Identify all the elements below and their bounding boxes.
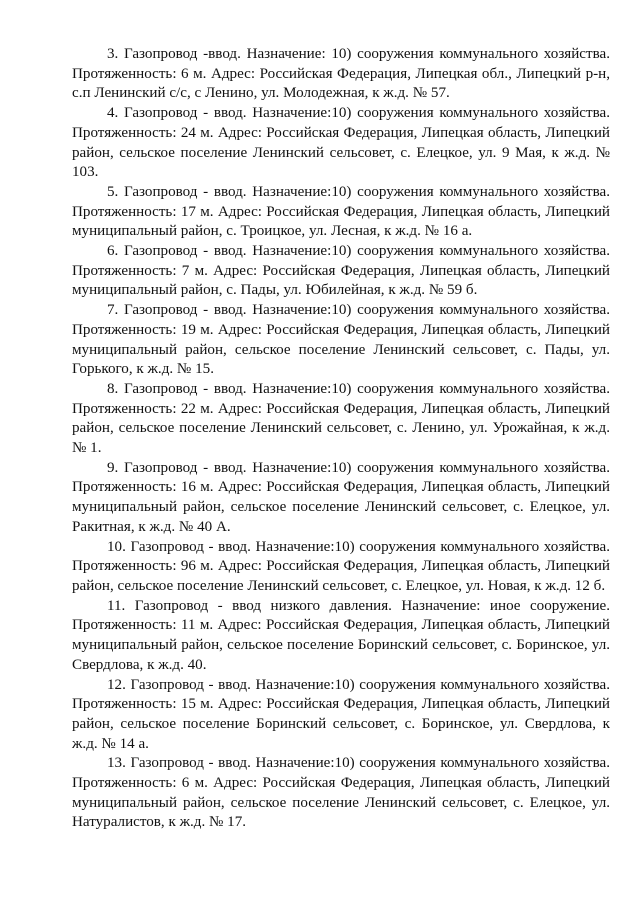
paragraph-item-9: 9. Газопровод - ввод. Назначение:10) сооружения коммунального хозяйства. Протяженность: 16 м. Адрес: Российская Федерация, Липецкая область, Липецкий муниципальный район, сельское поселение Ленинский сельсовет, с. Елецкое, ул. Ракитная, к ж.д. № 40 А. (72, 459, 610, 535)
paragraph-item-5: 5. Газопровод - ввод. Назначение:10) сооружения коммунального хозяйства. Протяженность: 17 м. Адрес: Российская Федерация, Липецкая область, Липецкий муниципальный район, с. Троицкое, ул. Лесная, к ж.д. № 16 а. (72, 183, 610, 240)
paragraph-item-8: 8. Газопровод - ввод. Назначение:10) сооружения коммунального хозяйства. Протяженность: 22 м. Адрес: Российская Федерация, Липецкая область, Липецкий район, сельское поселение Ленинский сельсовет, с. Ленино, ул. Урожайная, к ж.д. № 1. (72, 380, 610, 457)
paragraph-item-13: 13. Газопровод - ввод. Назначение:10) сооружения коммунального хозяйства. Протяженность: 6 м. Адрес: Российская Федерация, Липецкая область, Липецкий муниципальный район, сельское поселение Ленинский сельсовет, с. Елецкое, ул. Натуралистов, к ж.д. № 17. (72, 755, 610, 831)
paragraph-item-3: 3. Газопровод -ввод. Назначение: 10) сооружения коммунального хозяйства. Протяженность: 6 м. Адрес: Российская Федерация, Липецкая обл., Липецкий р-н, с.п Ленинский с/с, с Ленино, ул. Молодежная, к ж.д. № 57. (72, 46, 610, 102)
paragraph-item-10: 10. Газопровод - ввод. Назначение:10) сооружения коммунального хозяйства. Протяженность: 96 м. Адрес: Российская Федерация, Липецкая область, Липецкий район, сельское поселение Ленинский сельсовет, с. Елецкое, ул. Новая, к ж.д. 12 б. (72, 538, 610, 594)
paragraph-item-4: 4. Газопровод - ввод. Назначение:10) сооружения коммунального хозяйства. Протяженность: 24 м. Адрес: Российская Федерация, Липецкая область, Липецкий район, сельское поселение Ленинский сельсовет, с. Елецкое, ул. 9 Мая, к ж.д. № 103. (72, 105, 610, 181)
paragraph-item-12: 12. Газопровод - ввод. Назначение:10) сооружения коммунального хозяйства. Протяженность: 15 м. Адрес: Российская Федерация, Липецкая область, Липецкий район, сельское поселение Боринский сельсовет, с. Боринское, ул. Свердлова, к ж.д. № 14 а. (72, 676, 610, 752)
paragraph-item-7: 7. Газопровод - ввод. Назначение:10) сооружения коммунального хозяйства. Протяженность: 19 м. Адрес: Российская Федерация, Липецкая область, Липецкий муниципальный район, сельское поселение Ленинский сельсовет, с. Пады, ул. Горького, к ж.д. № 15. (72, 302, 610, 378)
document-page (72, 45, 610, 833)
paragraph-item-6: 6. Газопровод - ввод. Назначение:10) сооружения коммунального хозяйства. Протяженность: 7 м. Адрес: Российская Федерация, Липецкая область, Липецкий муниципальный район, с. Пады, ул. Юбилейная, к ж.д. № 59 б. (72, 243, 610, 299)
paragraph-item-11: 11. Газопровод - ввод низкого давления. Назначение: иное сооружение. Протяженность: 11 м. Адрес: Российская Федерация, Липецкая область, Липецкий муниципальный район, сельское поселение Боринский сельсовет, с. Боринское, ул. Свердлова, к ж.д. 40. (72, 597, 610, 673)
